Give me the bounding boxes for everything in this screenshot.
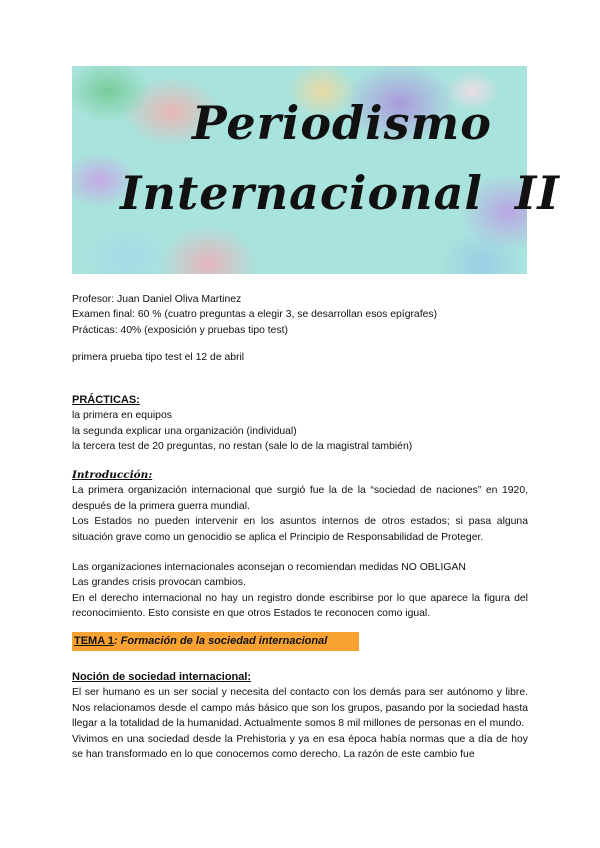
- nocion-paragraph: Vivimos en una sociedad desde la Prehistoria y ya en esa época había normas que a día de hoy se han transformado en lo que conocemos como derecho. La razón de este cambio fue: [72, 733, 528, 761]
- intro-paragraph: Las organizaciones internacionales aconsejan o recomiendan medidas NO OBLIGAN: [72, 562, 466, 574]
- introduccion-section: [72, 468, 528, 622]
- practicas-section: [72, 393, 528, 455]
- intro-paragraph: En el derecho internacional no hay un registro donde escribirse por lo que aparece la figura del reconocimiento. Esto consiste en que otros Estados te reconocen como igual.: [72, 592, 528, 620]
- intro-paragraph: La primera organización internacional que surgió fue la de la “sociedad de naciones” en 1920, después de la primera guerra mundial.: [72, 485, 528, 512]
- introduccion-heading: Introducción:: [72, 469, 153, 481]
- practicas-item: la primera en equipos: [72, 410, 172, 422]
- tema-heading: [72, 632, 359, 651]
- title-banner: [72, 66, 560, 274]
- course-info: [72, 292, 528, 338]
- tema-title: : Formación de la sociedad internacional: [113, 635, 328, 647]
- banner-title-word: Internacional: [120, 166, 483, 220]
- first-test-note: [72, 350, 528, 365]
- nocion-paragraph: El ser humano es un ser social y necesita del contacto con los demás para ser autónomo y libre. Nos relacionamos desde el campo más básico que son los grupos, pasando por la sociedad hasta llegar a la totalidad de la humanidad. Actualmente somos 8 mil millones de personas en el mundo.: [72, 687, 528, 730]
- practicas-item: la segunda explicar una organización (individual): [72, 425, 297, 437]
- nocion-heading: Noción de sociedad internacional:: [72, 671, 252, 683]
- practicas-item: la tercera test de 20 preguntas, no restan (sale lo de la magistral también): [72, 441, 413, 453]
- banner-title-line1: Periodismo: [192, 96, 492, 150]
- first-test-text: primera prueba tipo test el 12 de abril: [72, 352, 245, 363]
- info-line: Prácticas: 40% (exposición y pruebas tipo test): [72, 324, 288, 336]
- info-line: Examen final: 60 % (cuatro preguntas a elegir 3, se desarrollan esos epígrafes): [72, 309, 438, 321]
- nocion-section: [72, 670, 528, 762]
- practicas-heading: PRÁCTICAS:: [72, 394, 140, 406]
- info-line: Profesor: Juan Daniel Oliva Martinez: [72, 294, 242, 305]
- intro-paragraph: Los Estados no pueden intervenir en los asuntos internos de otros estados; si pasa alguna situación grave como un genocidio se aplica el Principio de Responsabilidad de Proteger.: [72, 516, 528, 543]
- tema-number: TEMA 1: [74, 635, 114, 647]
- intro-paragraph: Las grandes crisis provocan cambios.: [72, 577, 246, 589]
- banner-title-roman: II: [514, 166, 560, 220]
- banner-title-line2: [120, 166, 560, 220]
